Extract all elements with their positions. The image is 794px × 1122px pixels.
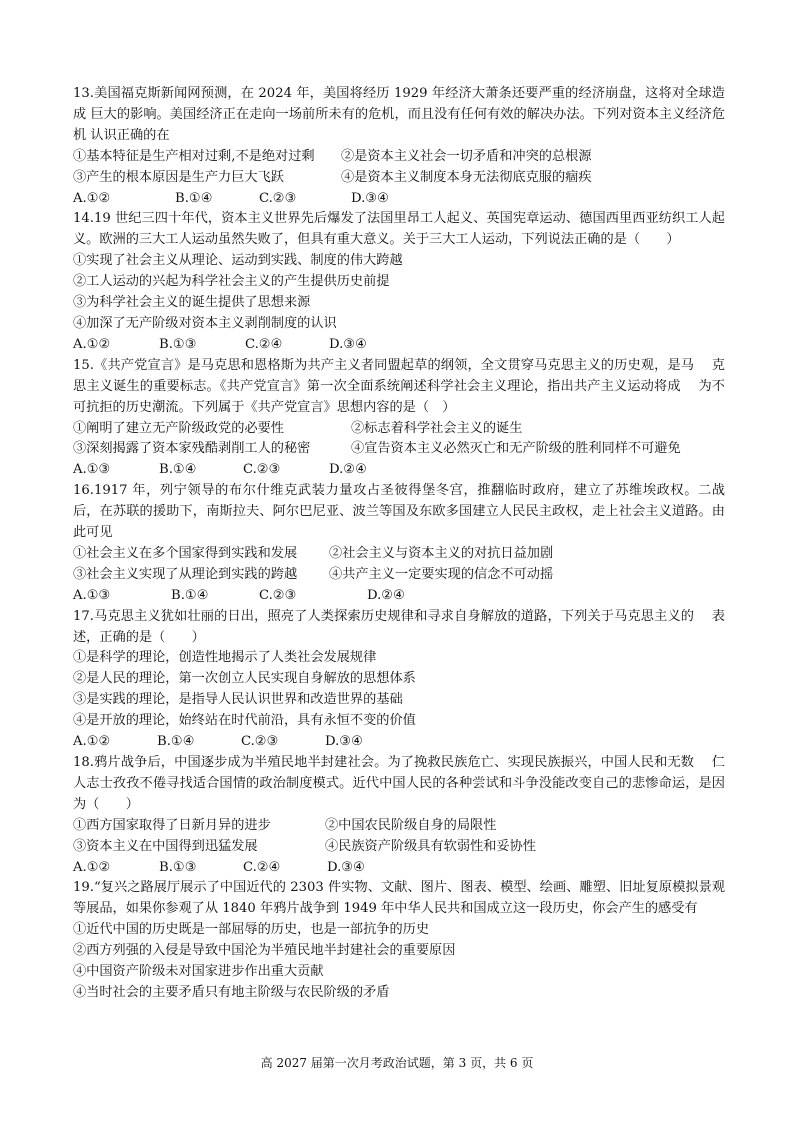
option-row [73,544,725,565]
option: ③产生的根本原因是生产力巨大飞跃 [73,169,284,185]
answer-choices [73,335,725,356]
option: ②西方列强的入侵是导致中国沦为半殖民地半封建社会的重要原因 [73,943,456,959]
question-13 [73,84,725,209]
option-row [73,147,725,168]
choice-c: C.②③ [241,734,279,750]
question-stem: 15.《共产党宣言》是马克思和恩格斯为共产主义者同盟起草的纲领，全文贯穿马克思主义的历史观，是马 克思主义诞生的重要标志。《共产党宣言》第一次全面系统阐述科学社会主义理论，指出共产主义运动将成 为不可抗拒的历史潮流。下列属于《共产党宣言》思想内容的是（ ） [73,357,725,415]
option-row [73,837,725,858]
option-row [73,816,725,837]
choice-b: B.①④ [175,190,213,206]
option: ④是开放的理论，始终站在时代前沿，具有永恒不变的价值 [73,713,416,729]
choice-b: B.①③ [159,336,197,352]
option: ④当时社会的主要矛盾只有地主阶级与农民阶级的矛盾 [73,984,390,1000]
choice-c: C.②④ [245,336,283,352]
answer-choices [73,858,725,879]
choice-b: B.①③ [159,859,197,875]
choice-d: D.②④ [329,462,367,478]
option-row [73,439,725,460]
choice-a: A.①② [73,190,111,206]
option: ④加深了无产阶级对资本主义剥削制度的认识 [73,315,337,331]
choice-a: A.①③ [73,462,111,478]
option-row [73,565,725,586]
option: ④宣告资本主义必然灭亡和无产阶级的胜利同样不可避免 [351,441,681,457]
choice-d: D.②④ [367,587,405,603]
question-14 [73,209,725,355]
choice-c: C.②④ [243,859,281,875]
question-16 [73,481,725,606]
choice-c: C.②③ [259,587,297,603]
choice-a: A.①② [73,336,111,352]
option: ③为科学社会主义的诞生提供了思想来源 [73,295,311,311]
choice-c: C.②③ [243,462,281,478]
option: ①基本特征是生产相对过剩,不是绝对过剩 [73,148,315,164]
option-row [73,168,725,189]
option: ①实现了社会主义从理论、运动到实践、制度的伟大跨越 [73,253,403,269]
option: ②中国农民阶级自身的局限性 [325,817,497,833]
question-stem: 14.19 世纪三四十年代，资本主义世界先后爆发了法国里昂工人起义、英国宪章运动、德国西里西亚纺织工人起义。欧洲的三大工人运动虽然失败了，但具有重大意义。关于三大工人运动，下列说法正确的是（ ） [73,211,725,248]
choice-d: D.③④ [351,190,389,206]
choice-d: D.③④ [327,859,365,875]
question-stem: 17.马克思主义犹如壮丽的日出，照亮了人类探索历史规律和寻求自身解放的道路，下列关于马克思主义的 表述，正确的是（ ） [73,608,725,645]
question-15 [73,356,725,481]
question-stem: 19.“复兴之路展厅展示了中国近代的 2303 件实物、文献、图片、图表、模型、绘画、雕塑、旧址复原模拟景观等展品，如果你参观了从 1840 年鸦片战争到 1949 年中华人民共和国成立这一段历史，你会产生的感受有 [73,880,725,917]
option: ③是实践的理论，是指导人民认识世界和改造世界的基础 [73,692,403,708]
choice-a: A.①③ [73,587,111,603]
option: ③社会主义实现了从理论到实践的跨越 [73,566,298,582]
choice-b: B.①④ [171,587,209,603]
question-stem: 13.美国福克斯新闻网预测，在 2024 年，美国将经历 1929 年经济大萧条还要严重的经济崩盘，这将对全球造成 巨大的影响。美国经济正在走向一场前所未有的危机，而且没有任何有效的解决办法。下列对资本主义经济危机 认识正确的在 [73,86,725,143]
question-stem: 18.鸦片战争后，中国逐步成为半殖民地半封建社会。为了挽救民族危亡、实现民族振兴，中国人民和无数 仁人志士孜孜不倦寻找适合国情的政治制度模式。近代中国人民的各种尝试和斗争没能改变自己的悲惨命运，是因为（ ） [73,755,725,812]
option: ④中国资产阶级未对国家进步作出重大贡献 [73,964,324,980]
option: ②是人民的理论，第一次创立人民实现自身解放的思想体系 [73,671,416,687]
option: ①阐明了建立无产阶级政党的必要性 [73,420,284,436]
choice-c: C.②③ [259,190,297,206]
answer-choices [73,189,725,210]
option: ②工人运动的兴起为科学社会主义的产生提供历史前提 [73,274,390,290]
option: ②标志着科学社会主义的诞生 [351,420,523,436]
option: ④是资本主义制度本身无法彻底克服的痼疾 [341,169,592,185]
answer-choices [73,460,725,481]
option: ②社会主义与资本主义的对抗日益加剧 [329,545,554,561]
option: ④共产主义一定要实现的信念不可动摇 [329,566,554,582]
option: ②是资本主义社会一切矛盾和冲突的总根源 [341,148,592,164]
option: ④民族资产阶级具有软弱性和妥协性 [325,838,536,854]
choice-d: D.③④ [325,734,363,750]
option: ①社会主义在多个国家得到实践和发展 [73,545,298,561]
choice-a: A.①② [73,859,111,875]
option: ①是科学的理论，创造性地揭示了人类社会发展规律 [73,650,377,666]
choice-d: D.③④ [329,336,367,352]
answer-choices [73,586,725,607]
answer-choices [73,732,725,753]
question-19 [73,878,725,1003]
question-17 [73,607,725,753]
page-footer: 高 2027 届第一次月考政治试题，第 3 页，共 6 页 [260,1056,534,1070]
question-stem: 16.1917 年，列宁领导的布尔什维克武装力量攻占圣彼得堡冬宫，推翻临时政府，建立了苏维埃政权。二战后，在苏联的援助下，南斯拉夫、阿尔巴尼亚、波兰等国及东欧多国建立人民民主政权，走上社会主义道路。由此可见 [73,483,725,541]
choice-b: B.①④ [159,462,197,478]
question-18 [73,753,725,878]
option-row [73,419,725,440]
question-list [73,84,725,1004]
choice-b: B.①④ [157,734,195,750]
option: ③资本主义在中国得到迅猛发展 [73,838,258,854]
option: ①近代中国的历史既是一部屈辱的历史，也是一部抗争的历史 [73,922,430,938]
choice-a: A.①② [73,734,111,750]
option: ③深刻揭露了资本家残酷剥削工人的秘密 [73,441,311,457]
option: ①西方国家取得了日新月异的进步 [73,817,271,833]
